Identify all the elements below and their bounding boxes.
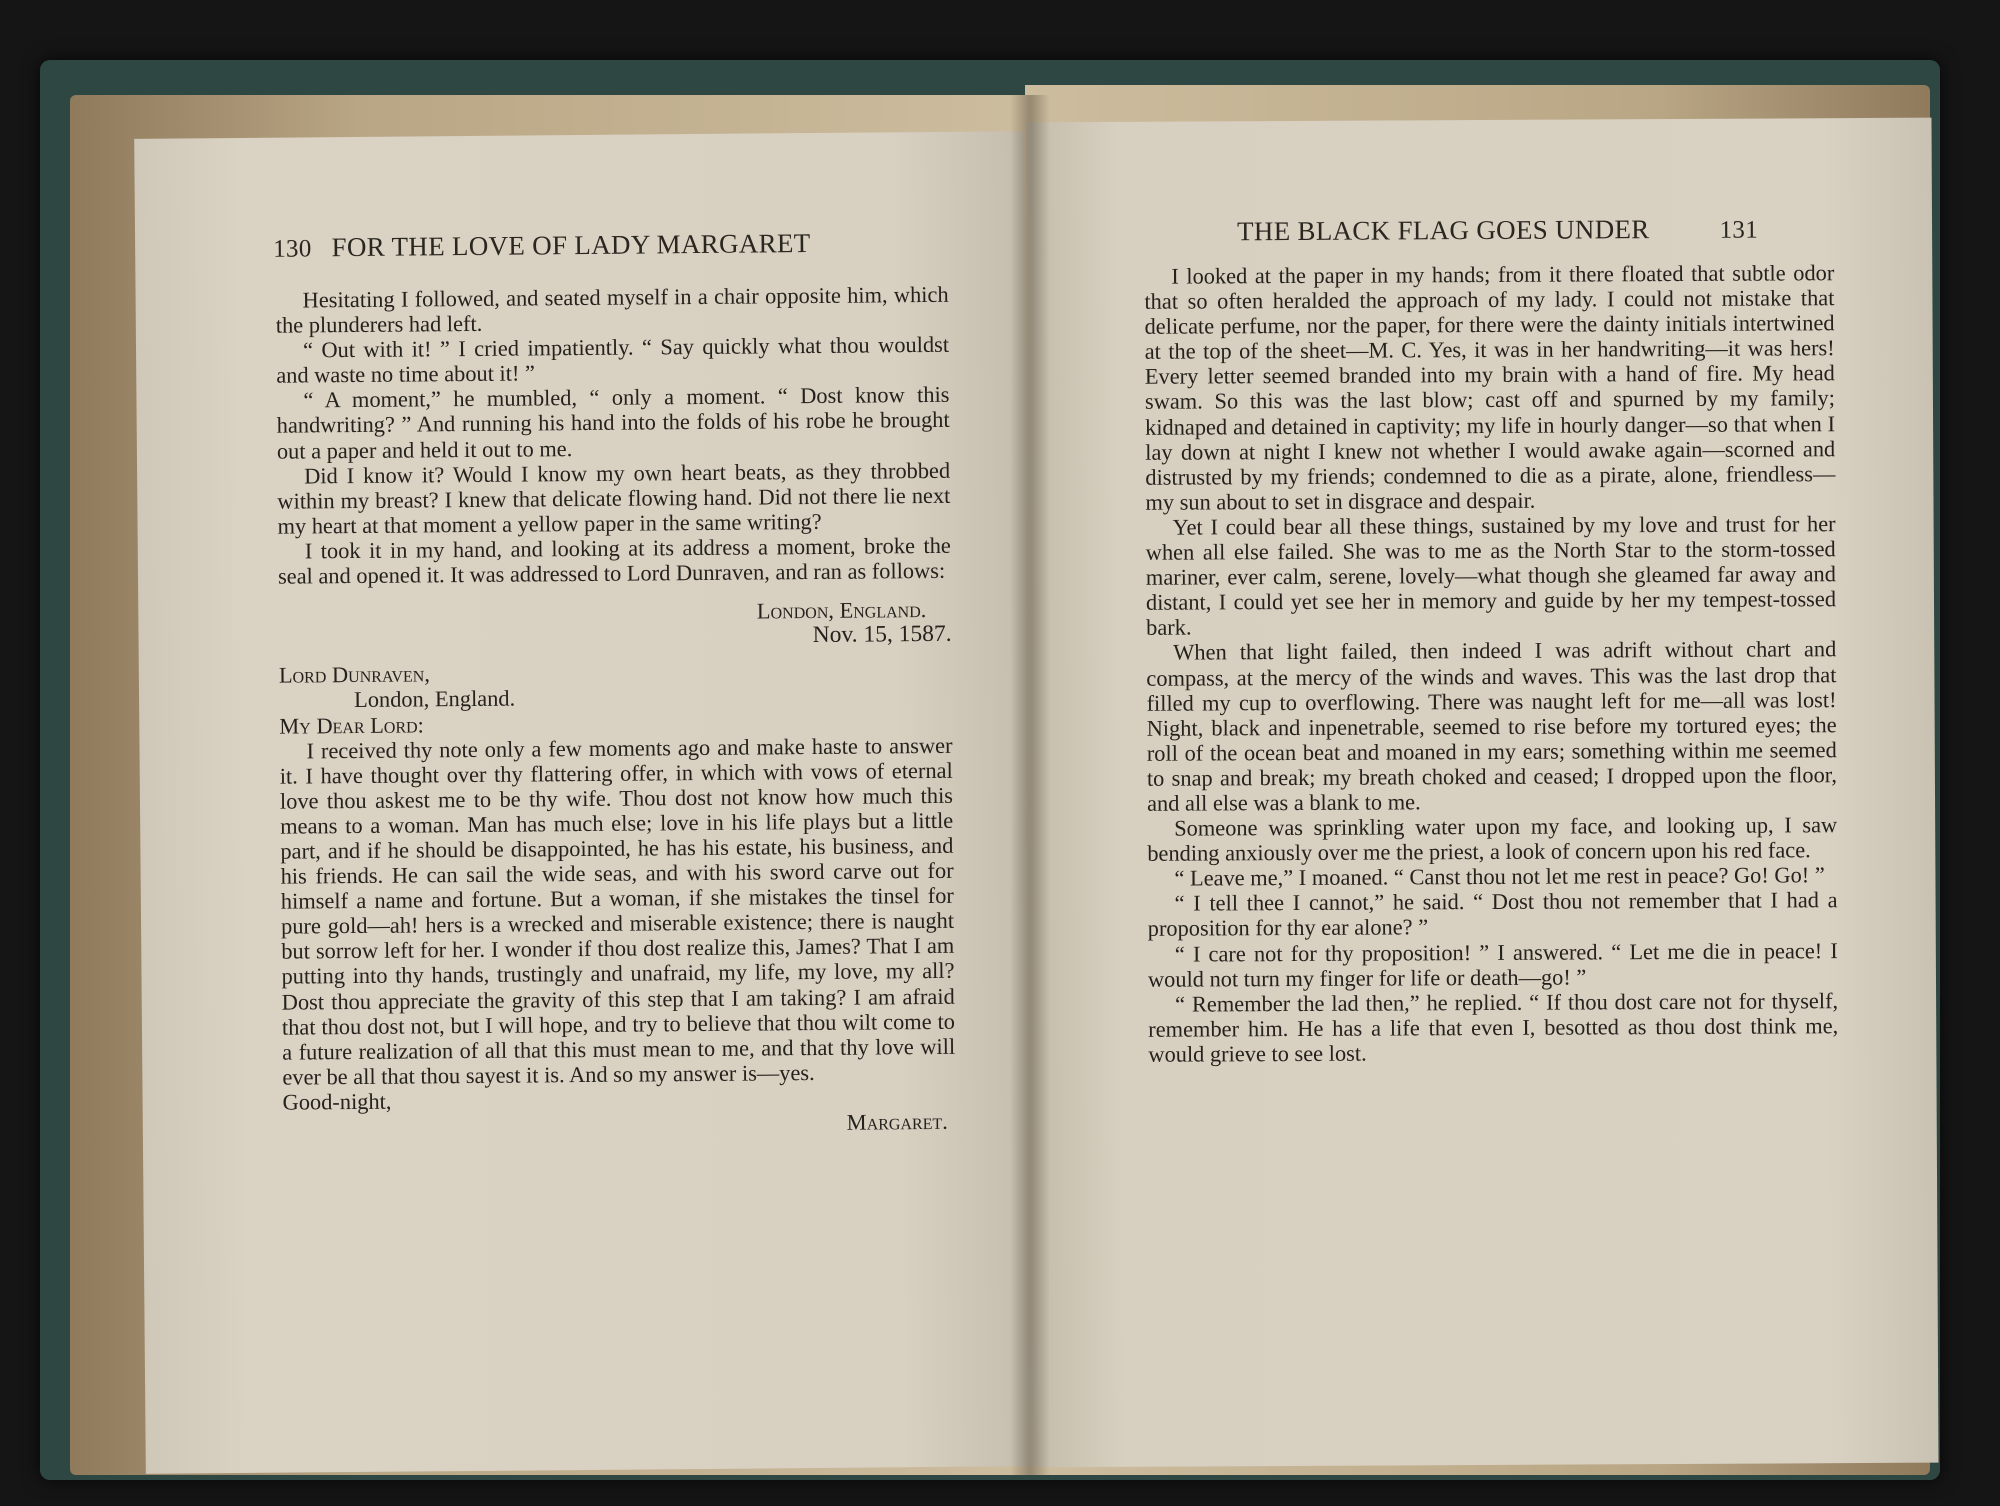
paragraph: Hesitating I followed, and seated myself in a chair opposite him, which the plunderers had left. bbox=[275, 281, 949, 338]
book-gutter bbox=[1010, 95, 1050, 1475]
letter-signature: Margaret. bbox=[846, 1108, 948, 1135]
paragraph: I took it in my hand, and looking at its address a moment, broke the seal and opened it. It was addressed to Lord Dunraven, and ran as follows: bbox=[277, 532, 951, 589]
right-running-head bbox=[1237, 214, 1758, 248]
right-page-number: 131 bbox=[1719, 216, 1759, 244]
paragraph: “ I tell thee I cannot,” he said. “ Dost thou not remember that I had a proposition for thy ear alone? ” bbox=[1147, 887, 1838, 942]
right-page bbox=[1026, 118, 1938, 1468]
letter-date: Nov. 15, 1587. bbox=[812, 621, 952, 649]
paragraph: When that light failed, then indeed I was adrift without chart and compass, at the mercy of the winds and waves. This was the last drop that filled my cup to overflowing. There was naught left for me—all was lost! Night, black and inpenetrable, seemed to rise before my tortured eyes; the roll of the ocean beat and moaned in my ears; something within me seemed to snap and break; my breath choked and ceased; I dropped upon the floor, and all else was a blank to me. bbox=[1146, 636, 1837, 816]
paragraph: I looked at the paper in my hands; from it there floated that subtle odor that so often heralded the approach of my lady. I could not mistake that delicate perfume, nor the paper, for there were the dainty initials intertwined at the top of the sheet—M. C. Yes, it was in her handwriting—it was hers! Every letter seemed branded into my brain with a hand of fire. My head swam. So this was the last blow; cast off and spurned by my family; kidnaped and detained in captivity; my life in hourly danger—so that when I lay down at night I knew not whether I would awake again—scorned and distrusted by my friends; condemned to die as a pirate, alone, friendless—my sun about to set in disgrace and despair. bbox=[1144, 260, 1836, 515]
letter-salutation: My Dear Lord: bbox=[279, 711, 424, 739]
paragraph: Yet I could bear all these things, sustained by my love and trust for her when all else failed. She was to me as the North Star to the storm-tossed mariner, ever calm, serene, lovely—what though she gleamed far away and distant, I could yet see her in memory and guide by her my tempest-tossed bark. bbox=[1145, 511, 1837, 641]
paragraph: “ Remember the lad then,” he replied. “ If thou dost care not for thyself, remember him. He has a life that even I, besotted as thou dost think me, would grieve to see lost. bbox=[1148, 987, 1839, 1067]
letter-body: I received thy note only a few moments ago and make haste to answer it. I have thought over thy flattering offer, in which with vows of eternal love thou askest me to be thy wife. Thou dost not know how much this means to a woman. Man has much else; love in his life plays but a little part, and if he should be disappointed, he has his estate, his business, and his friends. He can sail the wide seas, and with his sword carve out for himself a name and fortune. But a woman, if she mistakes the tinsel for pure gold—ah! hers is a wrecked and miserable existence; there is naught but sorrow left for her. I wonder if thou dost realize this, James? That I am putting into thy hands, trustingly and unafraid, my life, my love, my all? Dost thou appreciate the gravity of this step that I am taking? I am afraid that thou dost not, but I will hope, and try to believe that thou wilt come to a future realization of all that this must mean to me, and that thy love will ever be all that thou sayest it is. And so my answer is—yes. bbox=[279, 732, 956, 1090]
right-page-text bbox=[1144, 260, 1838, 1067]
paragraph: “ A moment,” he mumbled, “ only a moment. “ Dost know this handwriting? ” And running his hand into the folds of his robe he brought out a paper and held it out to me. bbox=[276, 382, 950, 464]
paragraph: “ Out with it! ” I cried impatiently. “ Say quickly what thou wouldst and waste no time about it! ” bbox=[276, 331, 950, 388]
letter-closing: Good-night, bbox=[282, 1088, 392, 1115]
left-running-head bbox=[273, 228, 811, 264]
paragraph: “ Leave me,” I moaned. “ Canst thou not let me rest in peace? Go! Go! ” bbox=[1174, 862, 1825, 891]
left-page bbox=[134, 131, 1036, 1474]
paragraph: “ I care not for thy proposition! ” I answered. “ Let me die in peace! I would not turn my finger for life or death—go! ” bbox=[1147, 937, 1838, 992]
paragraph: Did I know it? Would I know my own heart beats, as they throbbed within my breast? I knew that delicate flowing hand. Did not there lie next my heart at that moment a yellow paper in the same writing? bbox=[277, 457, 951, 539]
letter-recipient-address: London, England. bbox=[353, 686, 516, 713]
left-chapter-title: FOR THE LOVE OF LADY MARGARET bbox=[331, 228, 811, 263]
letter-recipient: Lord Dunraven, bbox=[278, 661, 430, 688]
left-page-text bbox=[275, 282, 955, 1140]
paragraph: Someone was sprinkling water upon my face, and looking up, I saw bending anxiously over me the priest, a look of concern upon his red face. bbox=[1147, 812, 1838, 866]
letter-place: London, England. bbox=[756, 597, 927, 624]
right-chapter-title: THE BLACK FLAG GOES UNDER bbox=[1236, 214, 1650, 247]
left-page-number: 130 bbox=[273, 235, 312, 263]
